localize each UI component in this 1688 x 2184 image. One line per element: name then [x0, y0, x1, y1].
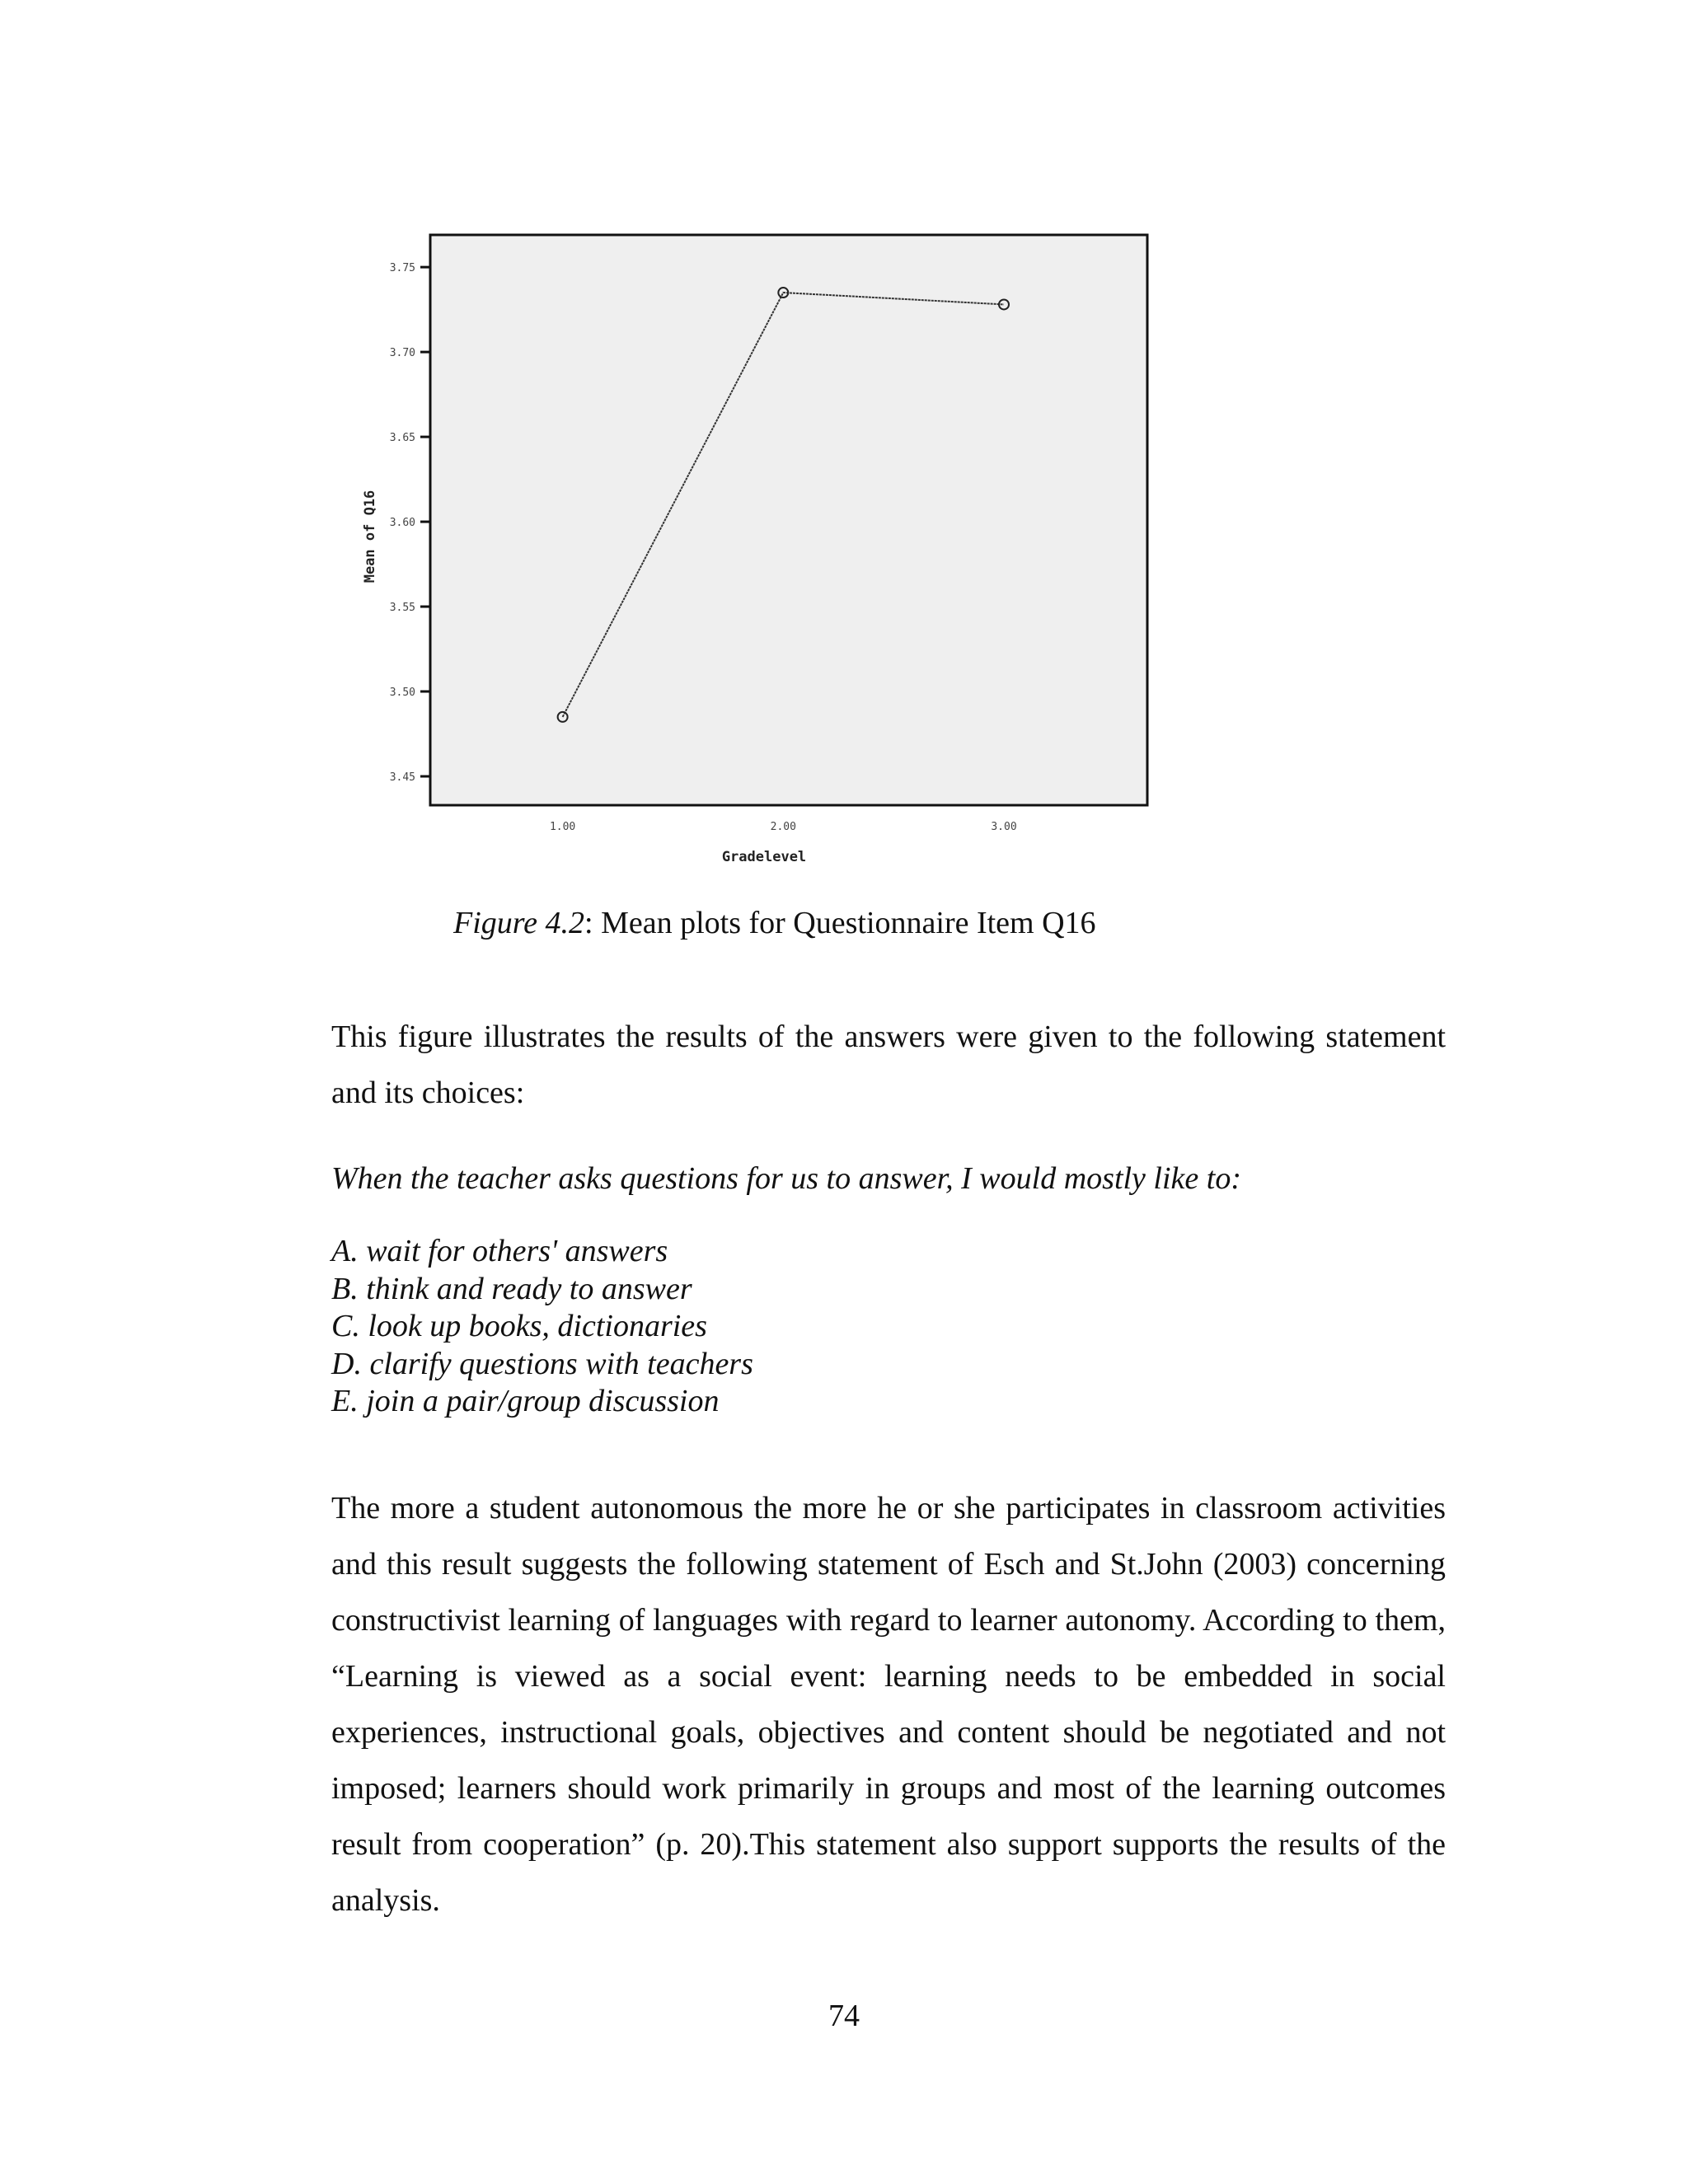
- figure: [354, 223, 1179, 882]
- figure-caption: [453, 900, 1096, 946]
- intro-paragraph: This figure illustrates the results of the answers were given to the following statement and its choices:: [331, 1019, 1446, 1110]
- mean-plot-chart: [354, 223, 1179, 882]
- figure-caption-text: : Mean plots for Questionnaire Item Q16: [584, 906, 1096, 940]
- page-number: 74: [828, 1999, 860, 2033]
- x-tick-label: 2.00: [770, 821, 796, 833]
- y-tick-label: 3.70: [389, 347, 415, 360]
- choice-a: A. wait for others' answers: [331, 1234, 668, 1268]
- discussion-paragraph: The more a student autonomous the more he or she participates in classroom activities and this result suggests the following statement of Esch and St.John (2003) concerning constructivist learning of languages with regard to learner autonomy. According to them, “Learning is viewed as a social event: learning needs to be embedded in social experiences, instructional goals, objectives and content should be negotiated and not imposed; learners should work primarily in groups and most of the learning outcomes result from cooperation” (p. 20).This statement also support supports the results of the analysis.: [331, 1491, 1446, 1918]
- x-axis-title: Gradelevel: [721, 849, 807, 865]
- x-tick-label: 1.00: [549, 821, 576, 833]
- y-tick-label: 3.45: [389, 771, 415, 784]
- choice-b: B. think and ready to answer: [331, 1271, 692, 1306]
- answer-choices-list: [331, 1233, 753, 1421]
- y-tick-label: 3.50: [389, 687, 415, 700]
- choice-d: D. clarify questions with teachers: [331, 1346, 753, 1381]
- y-tick-label: 3.65: [389, 432, 415, 445]
- y-tick-label: 3.75: [389, 262, 415, 275]
- questionnaire-statement: When the teacher asks questions for us to answer, I would mostly like to:: [331, 1161, 1241, 1196]
- x-tick-label: 3.00: [991, 821, 1017, 833]
- choice-c: C. look up books, dictionaries: [331, 1309, 707, 1343]
- y-tick-label: 3.55: [389, 602, 415, 615]
- y-tick-label: 3.60: [389, 517, 415, 530]
- choice-e: E. join a pair/group discussion: [331, 1384, 720, 1418]
- plot-area: [430, 235, 1147, 805]
- y-axis-title: Mean of Q16: [362, 490, 378, 583]
- figure-caption-label: Figure 4.2: [453, 906, 585, 940]
